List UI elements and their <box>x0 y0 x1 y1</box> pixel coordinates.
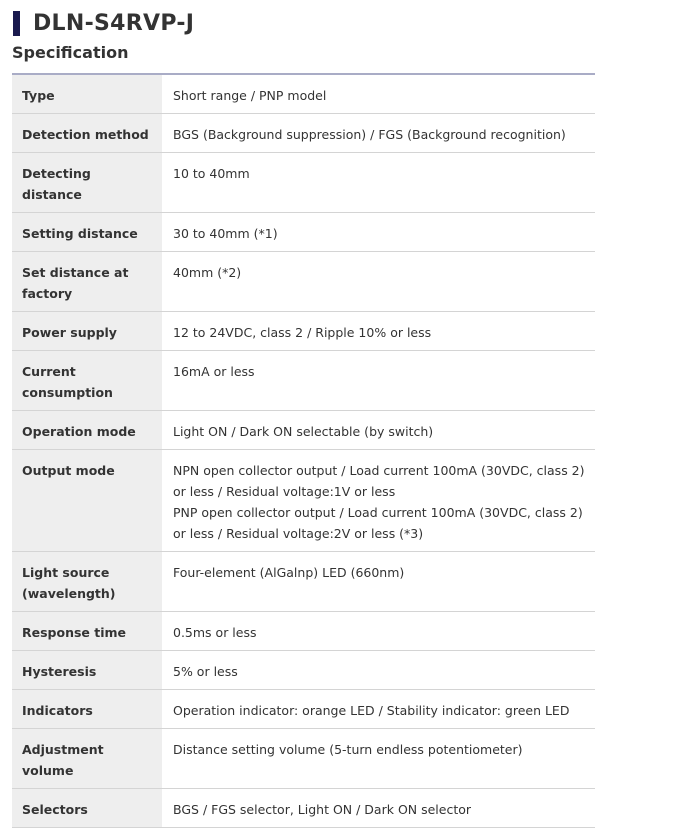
spec-value-line: Light ON / Dark ON selectable (by switch) <box>173 424 434 439</box>
spec-row <box>12 789 595 828</box>
product-header <box>13 9 194 37</box>
spec-label: Type <box>12 74 162 114</box>
spec-value <box>162 690 595 729</box>
spec-label: Setting distance <box>12 213 162 252</box>
spec-value-line: Distance setting volume (5-turn endless potentiometer) <box>173 742 523 757</box>
spec-value <box>162 74 595 114</box>
spec-value <box>162 450 595 552</box>
spec-label: Set distance at factory <box>12 252 162 312</box>
spec-label: Adjustment volume <box>12 729 162 789</box>
title-accent-bar <box>13 11 20 36</box>
specification-table-body <box>12 74 595 828</box>
spec-row <box>12 729 595 789</box>
spec-value <box>162 552 595 612</box>
spec-value-line: 16mA or less <box>173 364 255 379</box>
spec-row <box>12 690 595 729</box>
spec-row <box>12 213 595 252</box>
spec-row <box>12 552 595 612</box>
spec-value-line: Short range / PNP model <box>173 88 327 103</box>
spec-value <box>162 312 595 351</box>
spec-label: Detection method <box>12 114 162 153</box>
spec-row <box>12 411 595 450</box>
spec-value <box>162 729 595 789</box>
spec-value-line: BGS (Background suppression) / FGS (Background recognition) <box>173 127 566 142</box>
spec-value-line: 12 to 24VDC, class 2 / Ripple 10% or less <box>173 325 432 340</box>
spec-row <box>12 252 595 312</box>
spec-label: Indicators <box>12 690 162 729</box>
spec-label: Power supply <box>12 312 162 351</box>
spec-label: Selectors <box>12 789 162 828</box>
product-title: DLN-S4RVP-J <box>33 10 195 36</box>
spec-label: Light source (wavelength) <box>12 552 162 612</box>
spec-row <box>12 351 595 411</box>
spec-value-line: 40mm (*2) <box>173 265 242 280</box>
spec-value-line: Four-element (AlGalnp) LED (660nm) <box>173 565 405 580</box>
spec-row <box>12 612 595 651</box>
spec-value <box>162 411 595 450</box>
spec-value <box>162 252 595 312</box>
spec-value <box>162 114 595 153</box>
spec-row <box>12 312 595 351</box>
spec-label: Operation mode <box>12 411 162 450</box>
spec-value-line: 10 to 40mm <box>173 166 250 181</box>
spec-value-line: 0.5ms or less <box>173 625 257 640</box>
specification-table <box>12 73 595 828</box>
spec-row <box>12 153 595 213</box>
spec-row <box>12 651 595 690</box>
spec-value <box>162 651 595 690</box>
spec-label: Output mode <box>12 450 162 552</box>
spec-label: Detecting distance <box>12 153 162 213</box>
spec-label: Response time <box>12 612 162 651</box>
spec-value <box>162 213 595 252</box>
spec-label: Hysteresis <box>12 651 162 690</box>
spec-value-line: PNP open collector output / Load current 100mA (30VDC, class 2) or less / Residual voltage:2V or less (*3) <box>173 505 583 541</box>
spec-row <box>12 114 595 153</box>
spec-value <box>162 789 595 828</box>
section-title: Specification <box>12 43 129 62</box>
spec-value <box>162 153 595 213</box>
spec-value-line: NPN open collector output / Load current 100mA (30VDC, class 2) or less / Residual voltage:1V or less <box>173 463 585 499</box>
spec-row <box>12 74 595 114</box>
spec-value-line: Operation indicator: orange LED / Stability indicator: green LED <box>173 703 570 718</box>
spec-value <box>162 351 595 411</box>
spec-value-line: 30 to 40mm (*1) <box>173 226 278 241</box>
spec-value <box>162 612 595 651</box>
spec-label: Current consumption <box>12 351 162 411</box>
spec-row <box>12 450 595 552</box>
spec-value-line: BGS / FGS selector, Light ON / Dark ON selector <box>173 802 472 817</box>
spec-value-line: 5% or less <box>173 664 238 679</box>
